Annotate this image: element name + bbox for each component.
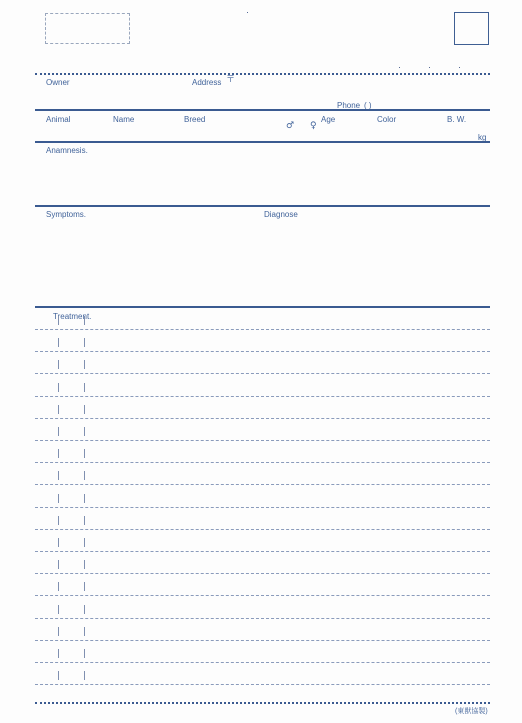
treatment-column-tick (84, 427, 85, 436)
treatment-row-line (35, 373, 490, 374)
phone-label: Phone (337, 101, 361, 110)
treatment-label: Treatment. (53, 312, 92, 321)
record-number-box (454, 12, 489, 45)
treatment-row-line (35, 507, 490, 508)
treatment-column-tick (58, 538, 59, 547)
treatment-column-tick (58, 405, 59, 414)
treatment-column-tick (58, 671, 59, 680)
treatment-column-tick (84, 338, 85, 347)
treatment-column-tick (58, 316, 59, 325)
treatment-column-tick (58, 427, 59, 436)
treatment-column-tick (84, 471, 85, 480)
treatment-row-line (35, 351, 490, 352)
stamp-area (45, 13, 130, 44)
treatment-row-line (35, 396, 490, 397)
owner-rule (35, 109, 490, 111)
animal-rule (35, 141, 490, 143)
treatment-column-tick (84, 671, 85, 680)
color-label: Color (377, 115, 397, 124)
treatment-column-tick (84, 560, 85, 569)
symptoms-rule (35, 306, 490, 308)
kg-unit: kg (478, 133, 487, 142)
diagnose-label: Diagnose (264, 210, 298, 219)
treatment-row-line (35, 418, 490, 419)
name-label: Name (113, 115, 135, 124)
breed-label: Breed (184, 115, 206, 124)
treatment-column-tick (84, 649, 85, 658)
treatment-column-tick (58, 338, 59, 347)
male-icon: ♂ (286, 121, 295, 131)
treatment-column-tick (84, 449, 85, 458)
anamnesis-rule (35, 205, 490, 207)
date-dot-2 (429, 67, 430, 68)
treatment-column-tick (84, 494, 85, 503)
treatment-row-line (35, 484, 490, 485)
bw-label: B. W. (447, 115, 467, 124)
treatment-row-line (35, 684, 490, 685)
date-dot-1 (399, 67, 400, 68)
publisher-mark: (東獣協製) (455, 708, 488, 715)
owner-label: Owner (46, 78, 70, 87)
treatment-row-line (35, 440, 490, 441)
treatment-column-tick (84, 582, 85, 591)
treatment-column-tick (84, 605, 85, 614)
symptoms-label: Symptoms. (46, 210, 87, 219)
treatment-column-tick (58, 494, 59, 503)
top-dotted-rule (35, 73, 490, 75)
treatment-column-tick (58, 582, 59, 591)
treatment-column-tick (84, 360, 85, 369)
age-label: Age (321, 115, 336, 124)
treatment-column-tick (58, 605, 59, 614)
treatment-column-tick (84, 627, 85, 636)
treatment-row-line (35, 551, 490, 552)
treatment-column-tick (58, 360, 59, 369)
bottom-dotted-rule (35, 702, 490, 704)
treatment-row-line (35, 462, 490, 463)
treatment-row-line (35, 329, 490, 330)
treatment-row-line (35, 529, 490, 530)
anamnesis-label: Anamnesis. (46, 146, 88, 155)
treatment-column-tick (84, 405, 85, 414)
treatment-column-tick (58, 516, 59, 525)
treatment-column-tick (58, 383, 59, 392)
female-icon: ♀ (310, 121, 317, 131)
address-label: Address (192, 78, 222, 87)
treatment-column-tick (84, 383, 85, 392)
treatment-column-tick (84, 516, 85, 525)
treatment-column-tick (58, 627, 59, 636)
treatment-column-tick (58, 449, 59, 458)
postal-mark: 〒 (226, 75, 236, 85)
treatment-column-tick (58, 649, 59, 658)
treatment-column-tick (84, 538, 85, 547)
treatment-row-line (35, 573, 490, 574)
treatment-column-tick (84, 316, 85, 325)
treatment-row-line (35, 595, 490, 596)
date-dot-3 (459, 67, 460, 68)
treatment-row-line (35, 640, 490, 641)
speck (247, 12, 248, 13)
phone-parens: ( ) (364, 101, 372, 110)
treatment-column-tick (58, 471, 59, 480)
treatment-row-line (35, 618, 490, 619)
animal-label: Animal (46, 115, 71, 124)
treatment-column-tick (58, 560, 59, 569)
treatment-row-line (35, 662, 490, 663)
